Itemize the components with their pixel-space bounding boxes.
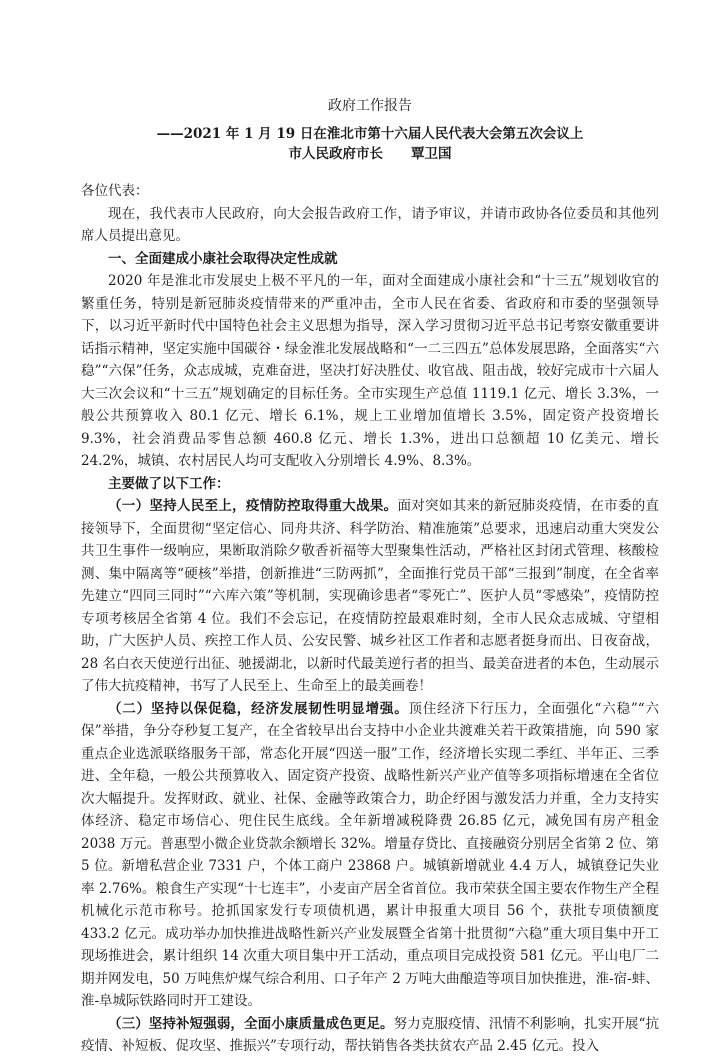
report-page [81, 96, 659, 1058]
item2-paragraph [81, 698, 659, 1013]
main-work-heading: 主要做了以下工作： [108, 475, 230, 492]
item1-body: 面对突如其来的新冠肺炎疫情，在市委的直接领导下，全面贯彻“坚定信心、同舟共济、科学防治、精准施策”总要求，迅速启动重大突发公共卫生事件一级响应，果断取消除夕敬香祈福等大型聚集性活动，严格社区封闭式管理、核酸检测、集中隔离等“硬核”举措，创新推进“三防两抓”，全面推行党员干部“三报到”制度，在全省率先建立“四同三同时”“六库六策”等机制，实现确诊患者“零死亡”、医护人员“零感染”，疫情防控专项考核居全省第 4 位。我们不会忘记，在疫情防控最艰难时刻，全市人民众志成城、守望相助，广大医护人员、疾控工作人员、公安民警、城乡社区工作者和志愿者挺身而出、日夜奋战，28 名白衣天使逆行出征、驰援湖北，以新时代最美逆行者的担当、最美奋进者的本色，生动展示了伟大抗疫精神，书写了人民至上、生命至上的最美画卷！ [81, 498, 660, 694]
item3-paragraph [81, 1013, 659, 1058]
item1-paragraph [81, 495, 659, 698]
intro-paragraph: 现在，我代表市人民政府，向大会报告政府工作，请予审议，并请市政协各位委员和其他列席人员提出意见。 [81, 205, 659, 244]
report-subtitle: ——2021 年 1 月 19 日在淮北市第十六届人民代表大会第五次会议上 [156, 126, 584, 142]
item3-body: 努力克服疫情、汛情不利影响，扎实开展“抗疫情、补短板、促攻坚、推振兴”专项行动，帮扶销售各类扶贫农产品 2.45 亿元。投入 [81, 1015, 660, 1054]
report-byline [81, 144, 659, 164]
section1-heading: 一、全面建成小康社会取得决定性成就 [108, 250, 338, 267]
section1-paragraph: 2020 年是淮北市发展史上极不平凡的一年，面对全面建成小康社会和“十三五”规划收官的繁重任务，特别是新冠肺炎疫情带来的严重冲击，全市人民在省委、省政府和市委的坚强领导下，以习近平新时代中国特色社会主义思想为指导，深入学习贯彻习近平总书记考察安徽重要讲话指示精神，坚定实施中国碳谷・绿金淮北发展战略和“一二三四五”总体发展思路，全面落实“六稳”“六保”任务，众志成城，克难奋进，坚决打好决胜仗、收官战、阻击战，较好完成市十六届人大三次会议和“十三五”规划确定的目标任务。全市实现生产总值 1119.1 亿元、增长 3.3%，一般公共预算收入 80.1 亿元、增长 6.1%，规上工业增加值增长 3.5%，固定资产投资增长 9.3%，社会消费品零售总额 460.8 亿元、增长 1.3%，进出口总额超 10 亿美元、增长 24.2%，城镇、农村居民人均可支配收入分别增长 4.9%、8.3%。 [81, 273, 659, 469]
item2-body: 顶住经济下行压力，全面强化“六稳”“六保”举措，争分夺秒复工复产，在全省较早出台支持中小企业共渡难关若干政策措施，向 590 家重点企业选派联络服务干部，常态化开展“四送一服”工作，经济增长实现二季红、半年正、三季进、全年稳，一般公共预算收入、固定资产投资、战略性新兴产业产值等多项指标增速在全省位次大幅提升。发挥财政、就业、社保、金融等政策合力，助企纾困与激发活力并重，全力支持实体经济、稳定市场信心、兜住民生底线。全年新增减税降费 26.85 亿元，减免国有房产租金 2038 万元。普惠型小微企业贷款余额增长 32%。增量存贷比、直接融资分别居全省第 2 位、第 5 位。新增私营企业 7331 户，个体工商户 23868 户。城镇新增就业 4.4 万人，城镇登记失业率 2.76%。粮食生产实现“十七连丰”，小麦亩产居全省首位。我市荣获全国主要农作物生产全程机械化示范市称号。抢抓国家发行专项债机遇，累计申报重大项目 56 个，获批专项债额度 433.2 亿元。成功举办加快推进战略性新兴产业发展暨全省第十批贯彻“六稳”重大项目集中开工现场推进会，累计组织 14 次重大项目集中开工活动，重点项目完成投资 581 亿元。平山电厂二期并网发电，50 万吨焦炉煤气综合利用、口子年产 2 万吨大曲酿造等项目加快推进，淮-宿-蚌、淮-阜城际铁路同时开工建设。 [81, 700, 659, 1009]
item2-lead: （二）坚持以保促稳，经济发展韧性明显增强。 [108, 700, 409, 717]
salutation: 各位代表： [81, 183, 149, 199]
item3-lead: （三）坚持补短强弱，全面小康质量成色更足。 [108, 1015, 394, 1032]
report-title: 政府工作报告 [328, 98, 412, 114]
item1-lead: （一）坚持人民至上，疫情防控取得重大战果。 [108, 498, 398, 514]
byline-name: 覃卫国 [411, 146, 452, 162]
byline-role: 市人民政府市长 [288, 146, 383, 162]
